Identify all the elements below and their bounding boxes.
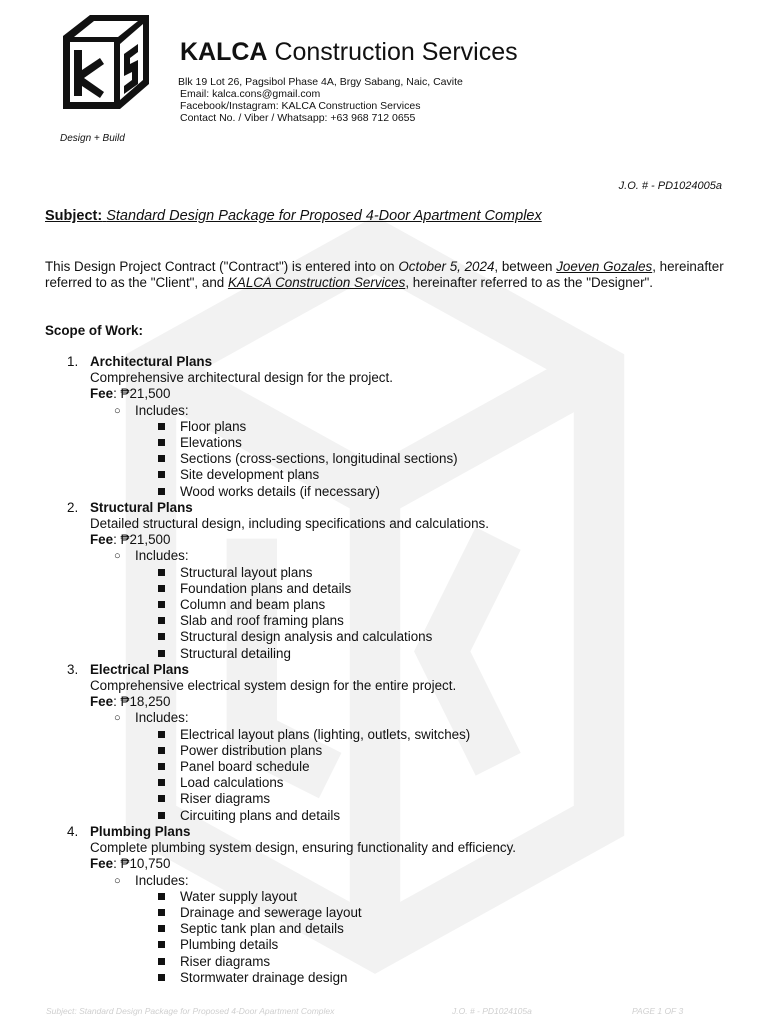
square-bullet-icon <box>158 763 165 770</box>
square-bullet-icon <box>158 795 165 802</box>
square-bullet-icon <box>158 488 165 495</box>
footer-subject: Subject: Standard Design Package for Proposed 4-Door Apartment Complex <box>46 1006 335 1016</box>
list-item: Circuiting plans and details <box>0 808 768 824</box>
section-number: 4. <box>67 823 79 839</box>
footer-jo: J.O. # - PD1024105a <box>452 1006 532 1016</box>
square-bullet-icon <box>158 439 165 446</box>
square-bullet-icon <box>158 455 165 462</box>
square-bullet-icon <box>158 601 165 608</box>
section-description: Complete plumbing system design, ensuring functionality and efficiency. <box>90 840 517 856</box>
scope-section <box>0 824 768 986</box>
section-title: 4. Plumbing Plans <box>67 823 191 839</box>
scope-sections <box>0 354 768 986</box>
square-bullet-icon <box>158 958 165 965</box>
list-item: Panel board schedule <box>0 759 768 775</box>
section-description: Comprehensive electrical system design for the entire project. <box>90 678 457 694</box>
list-item: Load calculations <box>0 775 768 791</box>
section-number: 2. <box>67 499 79 515</box>
square-bullet-icon <box>158 974 165 981</box>
section-number: 3. <box>67 661 79 677</box>
list-item: Septic tank plan and details <box>0 921 768 937</box>
square-bullet-icon <box>158 633 165 640</box>
includes-label: ○ Includes: <box>114 710 189 726</box>
job-order-number: J.O. # - PD1024005a <box>618 180 722 192</box>
section-number: 1. <box>67 354 79 369</box>
list-item: Stormwater drainage design <box>0 970 768 986</box>
scope-section <box>0 354 768 500</box>
list-item: Slab and roof framing plans <box>0 613 768 629</box>
scope-section <box>0 500 768 662</box>
square-bullet-icon <box>158 569 165 576</box>
square-bullet-icon <box>158 909 165 916</box>
section-fee: Fee: ₱21,500 <box>90 386 171 402</box>
scope-heading: Scope of Work: <box>45 323 143 338</box>
circle-bullet-icon: ○ <box>114 550 121 563</box>
list-item: Foundation plans and details <box>0 581 768 597</box>
company-name: KALCA Construction Services <box>180 38 518 66</box>
designer-name: KALCA Construction Services <box>227 275 406 291</box>
contract-intro: This Design Project Contract ("Contract") is entered into on October 5, 2024, between Joeven Gozales, hereinafter referred to as the "Client", and KALCA Construction Services, hereinafter referred to as the "Designer". <box>45 259 724 291</box>
list-item: Plumbing details <box>0 937 768 953</box>
company-email: Email: kalca.cons@gmail.com <box>180 88 321 100</box>
circle-bullet-icon: ○ <box>114 874 121 887</box>
square-bullet-icon <box>158 731 165 738</box>
list-item: Drainage and sewerage layout <box>0 905 768 921</box>
subject-line: Subject: Standard Design Package for Proposed 4-Door Apartment Complex <box>45 208 542 224</box>
square-bullet-icon <box>158 779 165 786</box>
list-item: Column and beam plans <box>0 597 768 613</box>
square-bullet-icon <box>158 893 165 900</box>
company-social: Facebook/Instagram: KALCA Construction Services <box>180 100 421 112</box>
circle-bullet-icon: ○ <box>114 712 121 725</box>
square-bullet-icon <box>158 585 165 592</box>
square-bullet-icon <box>158 617 165 624</box>
section-title: 3. Electrical Plans <box>67 661 189 677</box>
company-tagline: Design + Build <box>60 133 125 144</box>
square-bullet-icon <box>158 941 165 948</box>
list-item: Water supply layout <box>0 889 768 905</box>
contract-date: October 5, 2024 <box>398 259 495 274</box>
list-item: Riser diagrams <box>0 791 768 807</box>
list-item: Wood works details (if necessary) <box>0 484 768 500</box>
circle-bullet-icon: ○ <box>114 404 121 417</box>
section-fee: Fee: ₱10,750 <box>90 856 171 872</box>
company-address-block <box>178 76 463 124</box>
section-fee: Fee: ₱21,500 <box>90 532 171 548</box>
square-bullet-icon <box>158 423 165 430</box>
section-description: Comprehensive architectural design for the project. <box>90 370 393 386</box>
square-bullet-icon <box>158 650 165 657</box>
includes-label: ○ Includes: <box>114 872 189 888</box>
scope-section <box>0 662 768 824</box>
section-description: Detailed structural design, including specifications and calculations. <box>90 516 489 532</box>
section-fee: Fee: ₱18,250 <box>90 694 171 710</box>
section-title: 2. Structural Plans <box>67 499 193 515</box>
client-name: Joeven Gozales <box>556 259 653 274</box>
list-item: Electrical layout plans (lighting, outlets, switches) <box>0 727 768 743</box>
list-item: Elevations <box>0 435 768 451</box>
list-item: Sections (cross-sections, longitudinal sections) <box>0 451 768 467</box>
list-item: Structural design analysis and calculations <box>0 629 768 645</box>
section-title: 1. Architectural Plans <box>67 354 213 369</box>
square-bullet-icon <box>158 812 165 819</box>
company-address: Blk 19 Lot 26, Pagsibol Phase 4A, Brgy Sabang, Naic, Cavite <box>178 76 463 88</box>
list-item: Floor plans <box>0 419 768 435</box>
footer-page: PAGE 1 OF 3 <box>632 1006 684 1016</box>
list-item: Power distribution plans <box>0 743 768 759</box>
list-item: Site development plans <box>0 467 768 483</box>
square-bullet-icon <box>158 747 165 754</box>
company-logo <box>60 14 152 110</box>
includes-label: ○ Includes: <box>114 548 189 564</box>
list-item: Structural detailing <box>0 646 768 662</box>
list-item: Riser diagrams <box>0 954 768 970</box>
includes-label: ○ Includes: <box>114 402 189 418</box>
square-bullet-icon <box>158 925 165 932</box>
list-item: Structural layout plans <box>0 565 768 581</box>
company-contact: Contact No. / Viber / Whatsapp: +63 968 712 0655 <box>180 112 416 124</box>
square-bullet-icon <box>158 471 165 478</box>
